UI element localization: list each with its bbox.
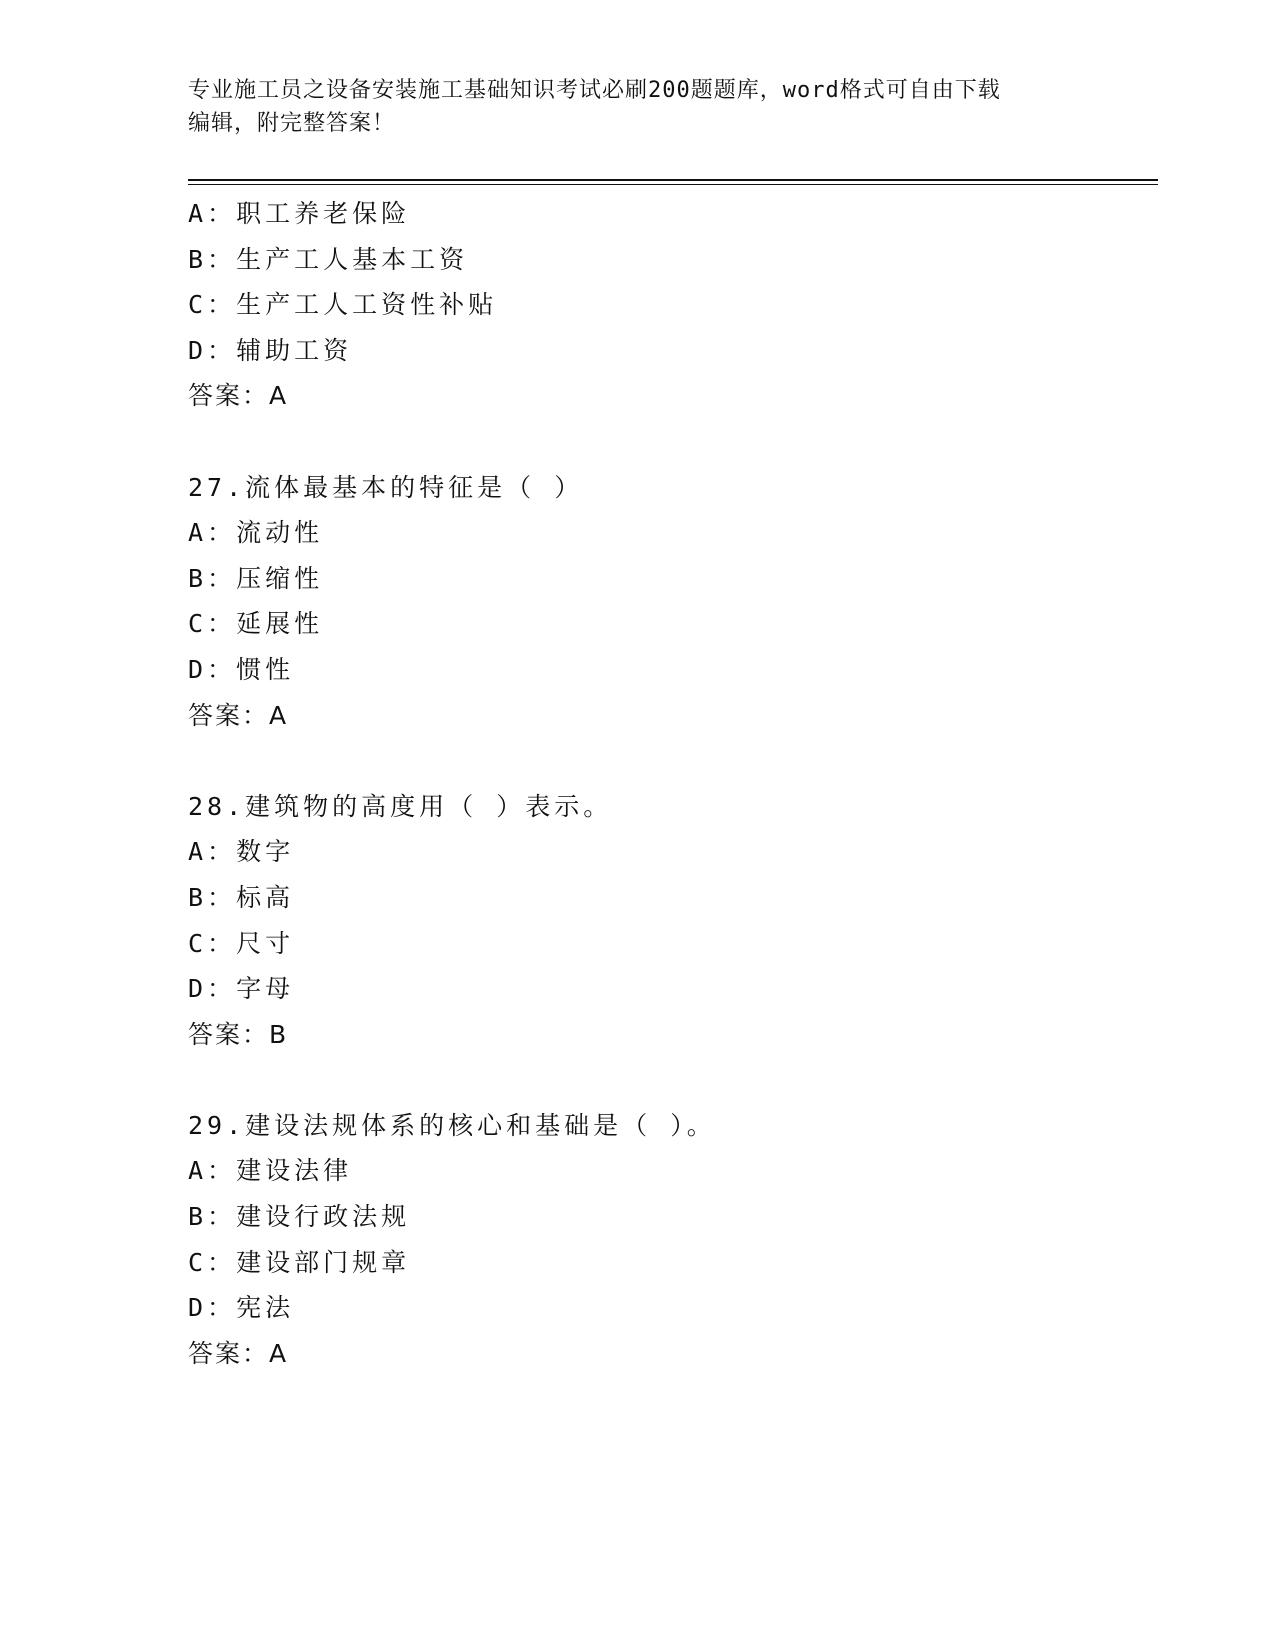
block-spacer (188, 1057, 1158, 1103)
option-d: D：宪法 (188, 1293, 295, 1323)
question-block-29 (188, 1103, 1158, 1377)
option-b: B：压缩性 (188, 563, 324, 593)
option-c: C：尺寸 (188, 928, 295, 958)
option-d: D：辅助工资 (188, 335, 353, 365)
block-spacer (188, 419, 1158, 465)
header-title-line-1: 专业施工员之设备安装施工基础知识考试必刷200题题库，word格式可自由下载 (188, 78, 1001, 103)
option-c: C：延展性 (188, 609, 324, 639)
answer-line: 答案：B (188, 1019, 289, 1049)
document-header (188, 74, 1088, 140)
option-d: D：字母 (188, 974, 295, 1004)
option-a: A：建设法律 (188, 1156, 353, 1186)
answer-line: 答案：A (188, 381, 289, 411)
header-divider (188, 179, 1158, 185)
question-text: 28.建筑物的高度用（ ）表示。 (188, 791, 613, 821)
option-a: A：数字 (188, 837, 295, 867)
header-title-line-2: 编辑，附完整答案！ (188, 111, 396, 136)
option-b: B：建设行政法规 (188, 1202, 411, 1232)
answer-line: 答案：A (188, 700, 289, 730)
option-b: B：标高 (188, 882, 295, 912)
question-block-28 (188, 784, 1158, 1058)
option-d: D：惯性 (188, 654, 295, 684)
option-b: B：生产工人基本工资 (188, 244, 469, 274)
answer-line: 答案：A (188, 1338, 289, 1368)
option-c: C：建设部门规章 (188, 1247, 411, 1277)
question-text: 29.建设法规体系的核心和基础是（ ）。 (188, 1110, 716, 1140)
question-text: 27.流体最基本的特征是（ ） (188, 472, 584, 502)
option-c: C：生产工人工资性补贴 (188, 290, 498, 320)
question-list (188, 191, 1158, 1376)
question-block-26 (188, 191, 1158, 419)
question-block-27 (188, 465, 1158, 739)
option-a: A：职工养老保险 (188, 199, 411, 228)
block-spacer (188, 738, 1158, 784)
option-a: A：流动性 (188, 518, 324, 548)
